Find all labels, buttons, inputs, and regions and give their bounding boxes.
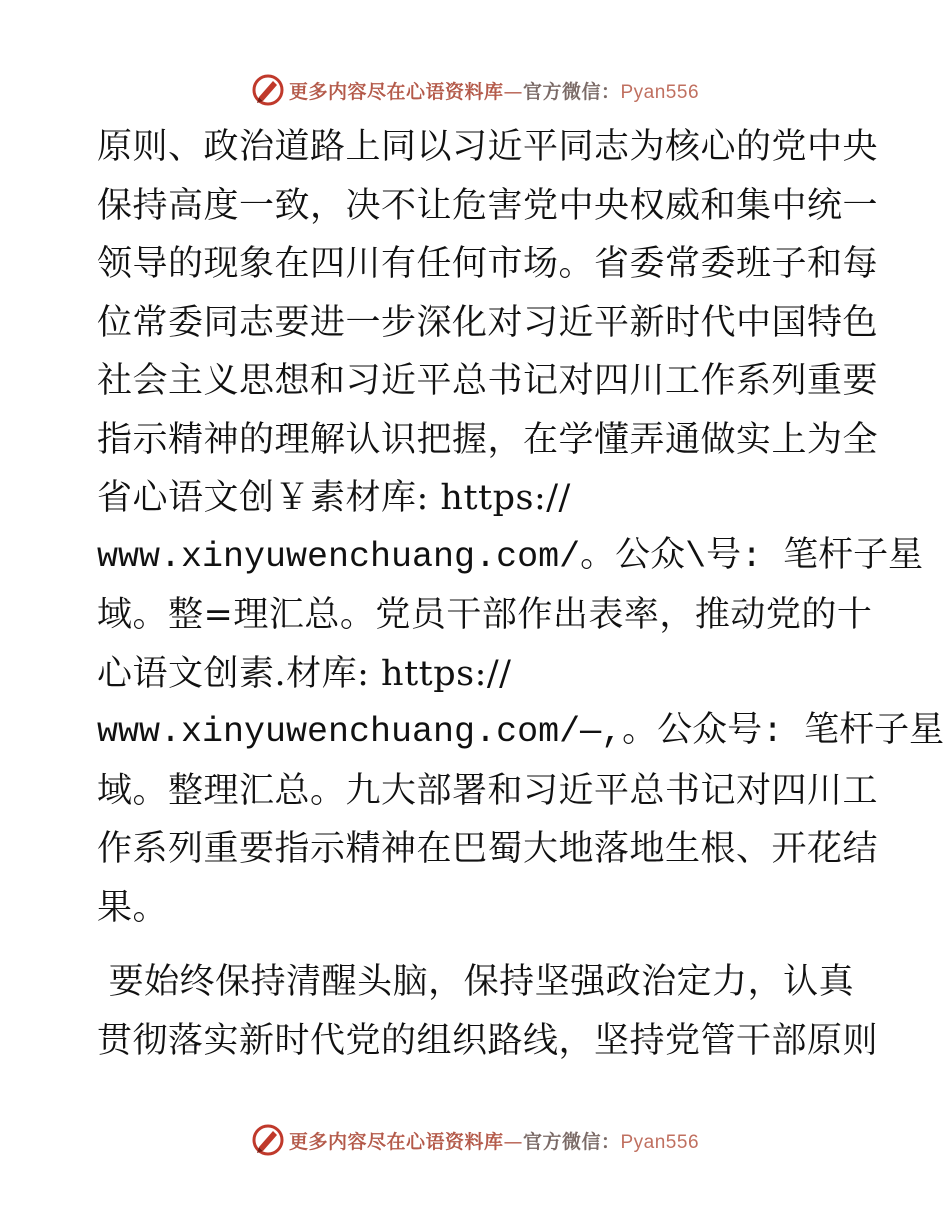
header-text [289, 77, 699, 104]
pen-logo-icon [251, 73, 285, 107]
text-line: www.xinyuwenchuang.com/。公众\号: 笔杆子星 [97, 536, 924, 577]
footer-banner [0, 1120, 950, 1160]
text-line: 社会主义思想和习近平总书记对四川工作系列重要 [97, 361, 879, 401]
text-line: 果。 [97, 887, 169, 928]
header-wechat-label: 官方微信： [522, 80, 621, 103]
text-line: 心语文创素.材库: https:// [97, 653, 512, 694]
text-line: 原则、政治道路上同以习近平同志为核心的党中央 [97, 127, 879, 167]
text-line: 位常委同志要进一步深化对习近平新时代中国特色 [97, 302, 879, 343]
footer-text [289, 1127, 699, 1154]
text-line: 贯彻落实新时代党的组织路线，坚持党管干部原则 [97, 1020, 879, 1061]
text-line: 指示精神的理解认识把握，在学懂弄通做实上为全 [97, 419, 879, 460]
document-body [97, 118, 945, 1070]
text-line: 省心语文创￥素材库: https:// [97, 478, 571, 518]
text-line: 域。整理汇总。九大部署和习近平总书记对四川工 [97, 770, 879, 811]
footer-wechat-label: 官方微信： [522, 1130, 621, 1153]
pen-logo-icon [251, 1123, 285, 1157]
paragraph-2 [97, 953, 879, 1070]
paragraph-gap [97, 937, 857, 953]
text-line: 要始终保持清醒头脑，保持坚强政治定力，认真 [97, 962, 855, 1002]
header-banner [0, 70, 950, 110]
text-line: www.xinyuwenchuang.com/—,。公众号: 笔杆子星 [97, 712, 945, 752]
footer-site-text: 更多内容尽在心语资料库 [288, 1130, 504, 1153]
header-site-text: 更多内容尽在心语资料库 [288, 80, 504, 103]
text-line: 作系列重要指示精神在巴蜀大地落地生根、开花结 [97, 829, 879, 869]
paragraph-1 [97, 118, 945, 937]
text-line: 域。整=理汇总。党员干部作出表率，推动党的十 [97, 595, 873, 635]
header-separator: — [503, 80, 523, 103]
footer-separator: — [503, 1130, 523, 1153]
text-line: 领导的现象在四川有任何市场。省委常委班子和每 [97, 244, 879, 284]
header-wechat-id: Pyan556 [620, 81, 700, 103]
text-line: 保持高度一致，决不让危害党中央权威和集中统一 [97, 185, 879, 226]
footer-wechat-id: Pyan556 [620, 1131, 700, 1153]
